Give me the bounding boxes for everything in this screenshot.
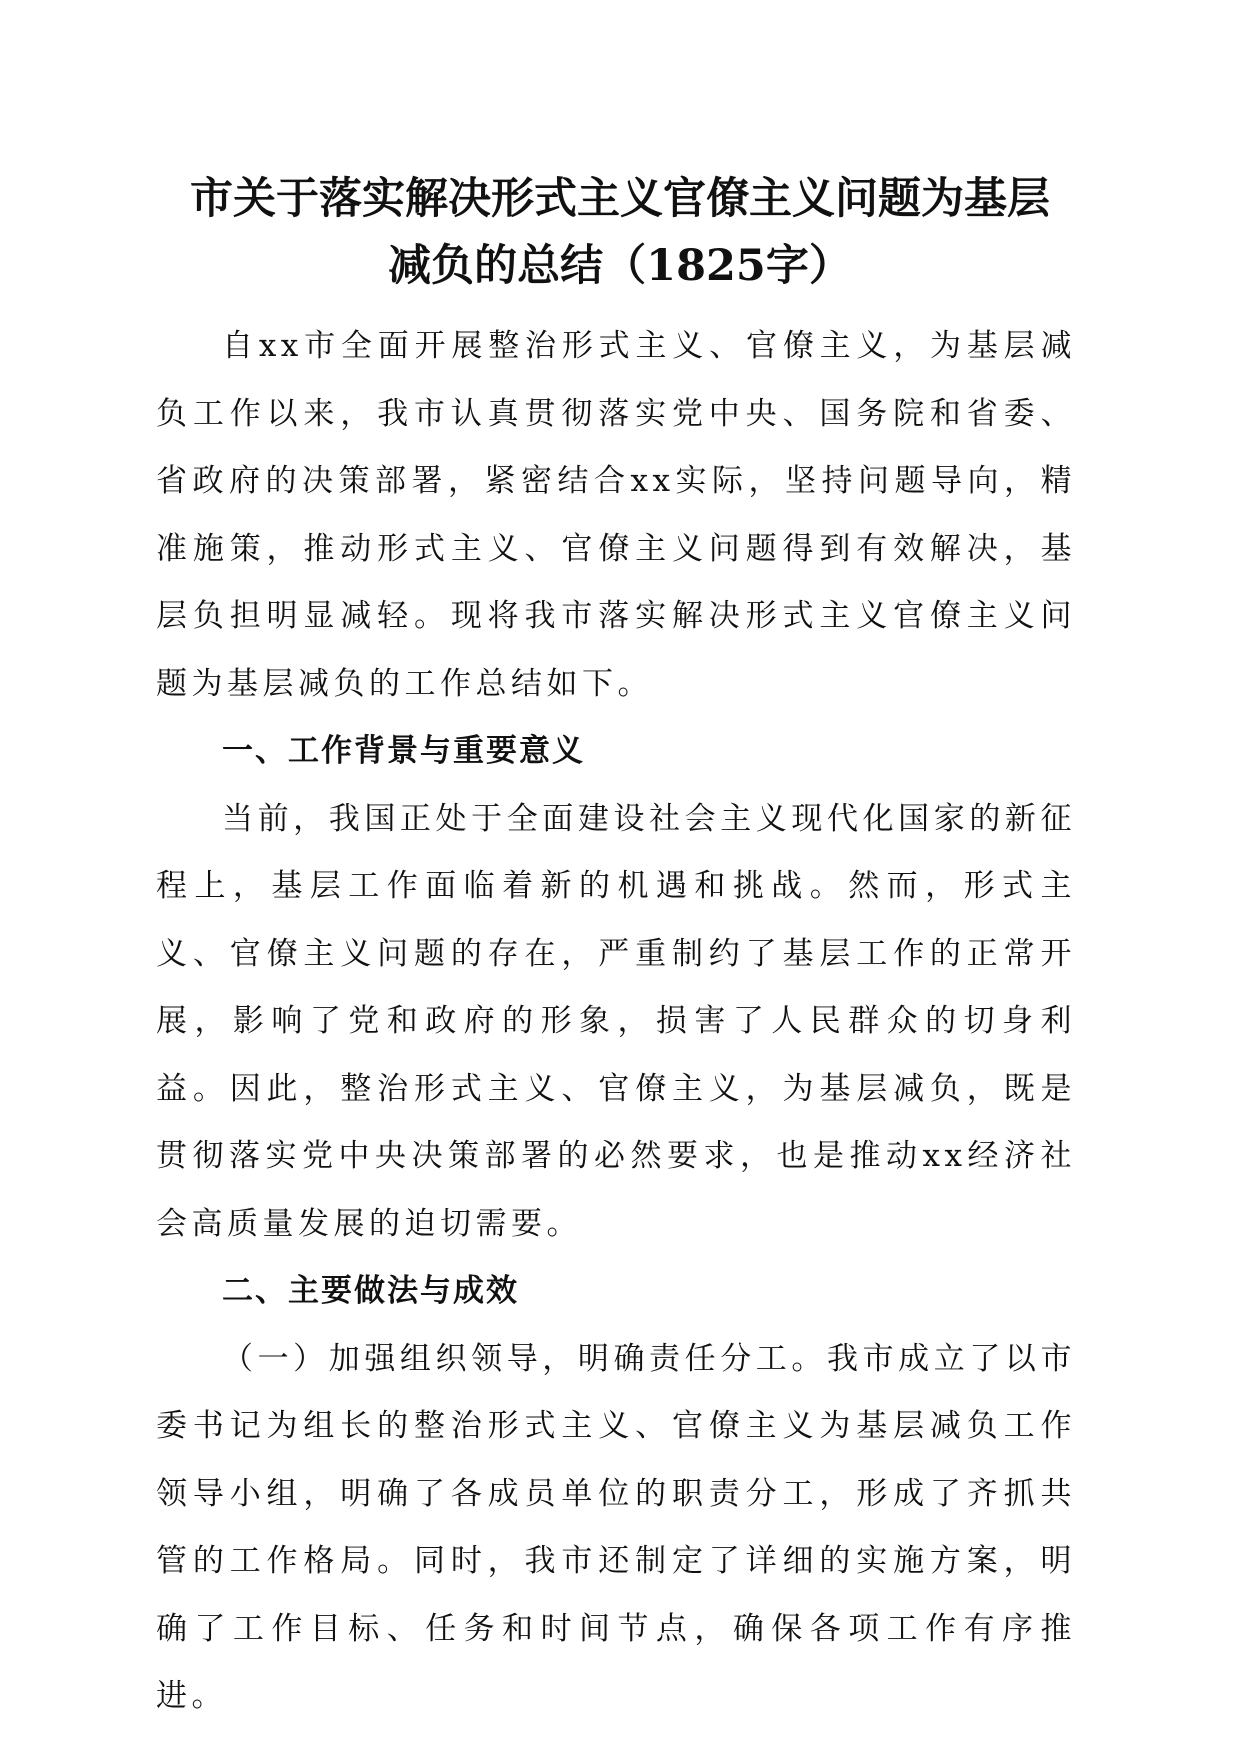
section-1-paragraph: 当前，我国正处于全面建设社会主义现代化国家的新征程上，基层工作面临着新的机遇和挑战。然而，形式主义、官僚主义问题的存在，严重制约了基层工作的正常开展，影响了党和政府的形象，损害了人民群众的切身利益。因此，整治形式主义、官僚主义，为基层减负，既是贯彻落实党中央决策部署的必然要求，也是推动xx经济社会高质量发展的迫切需要。 <box>156 800 1076 1242</box>
title-line-2: 减负的总结（1825字） <box>388 241 852 291</box>
section-2-heading: 二、主要做法与成效 <box>222 1273 519 1309</box>
document-title <box>150 166 1090 300</box>
document-body <box>156 313 1076 1731</box>
title-line-1: 市关于落实解决形式主义官僚主义问题为基层 <box>190 174 1050 224</box>
section-2-paragraph-1: （一）加强组织领导，明确责任分工。我市成立了以市委书记为组长的整治形式主义、官僚主义为基层减负工作领导小组，明确了各成员单位的职责分工，形成了齐抓共管的工作格局。同时，我市还制定了详细的实施方案，明确了工作目标、任务和时间节点，确保各项工作有序推进。 <box>156 1340 1076 1714</box>
section-1-heading: 一、工作背景与重要意义 <box>222 733 585 769</box>
intro-paragraph: 自xx市全面开展整治形式主义、官僚主义，为基层减负工作以来，我市认真贯彻落实党中央、国务院和省委、省政府的决策部署，紧密结合xx实际，坚持问题导向，精准施策，推动形式主义、官僚主义问题得到有效解决，基层负担明显减轻。现将我市落实解决形式主义官僚主义问题为基层减负的工作总结如下。 <box>156 328 1076 702</box>
